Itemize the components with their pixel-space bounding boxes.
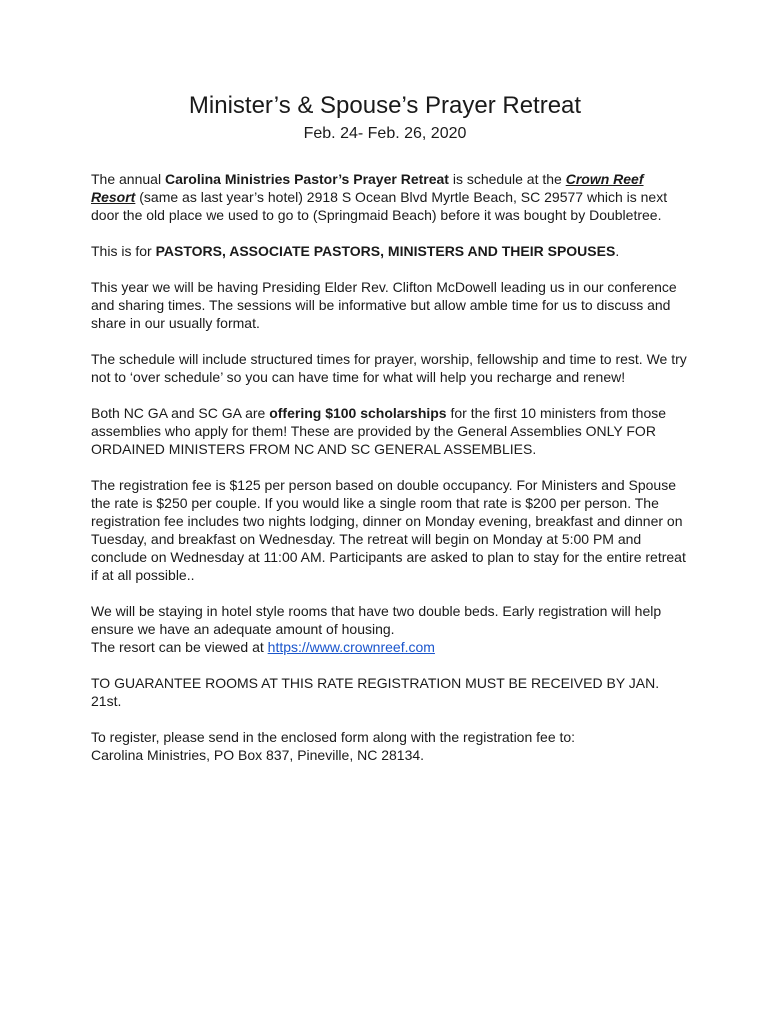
scholarship-text-2: for the first 10 ministers from those assemblies who apply for them! These are provided by the General Assemblies ONLY FOR ORDAINED MINISTERS FROM NC AND SC GENERAL ASSEMBLIES. [91,405,667,457]
intro-text-2: is schedule at the [448,171,566,187]
intro-text-3: (same as last year’s hotel) 2918 S Ocean Blvd Myrtle Beach, SC 29577 which is next door the old place we used to go to (Springmaid Beach) before it was bought by Doubletree. [91,189,668,223]
paragraph-deadline: TO GUARANTEE ROOMS AT THIS RATE REGISTRATION MUST BE RECEIVED BY JAN. 21st. [91,675,660,709]
page-title: Minister’s & Spouse’s Prayer Retreat [188,92,582,119]
retreat-name: Carolina Ministries Pastor’s Prayer Retreat [164,171,449,187]
paragraph-register [91,728,691,764]
intro-text-1: The annual [91,171,165,187]
resort-view-text: The resort can be viewed at [91,639,268,655]
paragraph-fees: The registration fee is $125 per person based on double occupancy. For Ministers and Spouse the rate is $250 per couple. If you would like a single room that rate is $200 per person. The registration fee includes two nights lodging, dinner on Monday evening, breakfast and dinner on Tuesday, and breakfast on Wednesday. The retreat will begin on Monday at 5:00 PM and conclude on Wednesday at 11:00 AM. Participants are asked to plan to stay for the entire retreat if at all possible.. [91,477,686,583]
audience-text-2: . [615,243,620,259]
audience-text-1: This is for [91,243,156,259]
paragraph-intro [91,170,691,224]
venue-name: Crown Reef Resort [91,171,644,205]
resort-website-link[interactable]: https://www.crownreef.com [267,639,435,655]
scholarship-text-1: Both NC GA and SC GA are [91,405,270,421]
paragraph-audience [91,242,691,260]
event-dates: Feb. 24- Feb. 26, 2020 [303,125,467,142]
mailing-address: Carolina Ministries, PO Box 837, Pineville, NC 28134. [91,747,425,763]
paragraph-schedule: The schedule will include structured times for prayer, worship, fellowship and time to rest. We try not to ‘over schedule’ so you can have time for what will help you recharge and renew! [91,351,687,385]
audience-emphasis: PASTORS, ASSOCIATE PASTORS, MINISTERS AND THEIR SPOUSES [155,243,616,259]
scholarship-emphasis: offering $100 scholarships [269,405,447,421]
paragraph-scholarships [91,404,691,458]
housing-text: We will be staying in hotel style rooms that have two double beds. Early registration will help ensure we have an adequate amount of housing. [91,603,662,637]
register-text: To register, please send in the enclosed form along with the registration fee to: [91,729,576,745]
letter-body [91,170,691,782]
paragraph-speaker: This year we will be having Presiding Elder Rev. Clifton McDowell leading us in our conference and sharing times. The sessions will be informative but allow amble time for us to discuss and share in our usually format. [91,279,677,331]
paragraph-housing [91,602,691,656]
